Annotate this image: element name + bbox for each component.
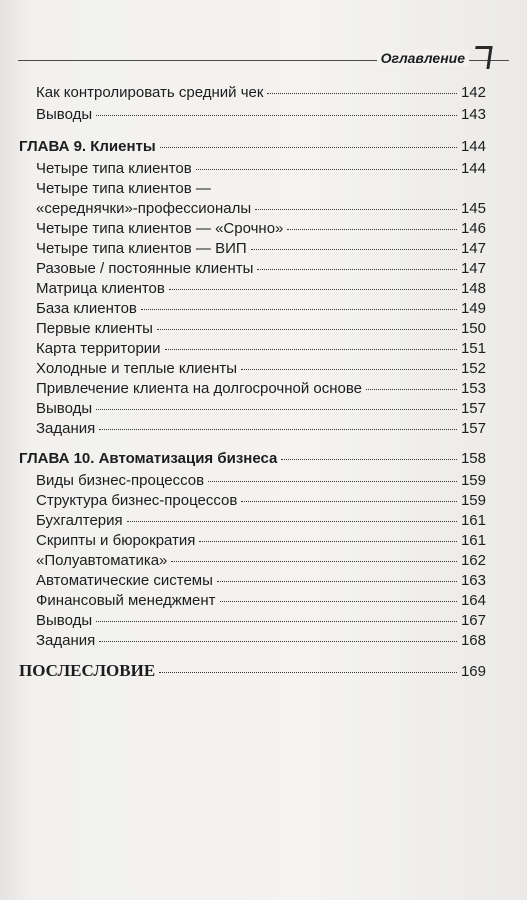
- toc-entry-page: 151: [460, 340, 486, 357]
- leader-dots: [257, 268, 457, 270]
- toc-afterword[interactable]: [19, 662, 486, 681]
- leader-dots: [99, 640, 457, 642]
- toc-afterword-page: 169: [460, 663, 486, 680]
- toc-entry-page: 167: [460, 612, 486, 629]
- toc-entry[interactable]: [36, 552, 486, 570]
- leader-dots: [96, 114, 457, 116]
- toc-entry-page: 142: [460, 84, 486, 101]
- leader-dots: [220, 600, 457, 602]
- toc-afterword-title: ПОСЛЕСЛОВИЕ: [19, 661, 156, 680]
- toc-entry-title: Финансовый менеджмент: [36, 592, 216, 609]
- toc-entry[interactable]: [36, 260, 486, 278]
- leader-dots: [208, 480, 457, 482]
- leader-dots: [171, 560, 457, 562]
- toc-entry-page: 161: [460, 532, 486, 549]
- leader-dots: [96, 620, 457, 622]
- leader-dots: [96, 408, 457, 410]
- toc-entry[interactable]: [36, 380, 486, 398]
- toc-entry-title: Задания: [36, 420, 96, 437]
- toc-entry[interactable]: [36, 420, 486, 438]
- toc-entry[interactable]: [36, 240, 486, 258]
- toc-entry[interactable]: [36, 340, 486, 358]
- toc-entry-page: 149: [460, 300, 486, 317]
- toc-entry-title-continued: «середнячки»-профессионалы: [36, 200, 252, 217]
- toc-entry-title: Четыре типа клиентов — ВИП: [36, 240, 247, 257]
- toc-entry[interactable]: [36, 84, 486, 102]
- toc-entry-title: Четыре типа клиентов —: [36, 180, 211, 197]
- toc-entry-page: 163: [460, 572, 486, 589]
- toc-entry-page: 164: [460, 592, 486, 609]
- toc-entry-title: Разовые / постоянные клиенты: [36, 260, 254, 277]
- toc-entry-title: Матрица клиентов: [36, 280, 165, 297]
- toc-entry[interactable]: [36, 572, 486, 590]
- toc-entry[interactable]: [36, 400, 486, 418]
- toc-entry[interactable]: [36, 160, 486, 178]
- leader-dots: [217, 580, 457, 582]
- toc-entry-title: Структура бизнес-процессов: [36, 492, 238, 509]
- toc-entry-title: Задания: [36, 632, 96, 649]
- toc-entry-page: 162: [460, 552, 486, 569]
- toc-entry[interactable]: [36, 512, 486, 530]
- toc-entry-page: 146: [460, 220, 486, 237]
- toc-entry[interactable]: [36, 360, 486, 378]
- toc-entry-title: Виды бизнес-процессов: [36, 472, 205, 489]
- toc-chapter-title: ГЛАВА 10. Автоматизация бизнеса: [19, 450, 278, 467]
- toc-entry-title: База клиентов: [36, 300, 137, 317]
- toc-entry[interactable]: [36, 472, 486, 490]
- leader-dots: [127, 520, 457, 522]
- leader-dots: [267, 92, 457, 94]
- toc-entry-page: 157: [460, 420, 486, 437]
- toc-chapter-9[interactable]: [19, 138, 486, 156]
- toc-entry-line1[interactable]: [36, 180, 486, 198]
- toc-entry[interactable]: [36, 492, 486, 510]
- toc-entry[interactable]: [36, 632, 486, 650]
- leader-dots: [281, 458, 457, 460]
- toc-entry-page: 159: [460, 472, 486, 489]
- toc-entry-line2[interactable]: [36, 200, 486, 218]
- toc-entry-title: Как контролировать средний чек: [36, 84, 264, 101]
- leader-dots: [169, 288, 457, 290]
- toc-entry-page: 145: [460, 200, 486, 217]
- leader-dots: [99, 428, 457, 430]
- leader-dots: [199, 540, 457, 542]
- toc-entry[interactable]: [36, 612, 486, 630]
- toc-entry-title: Привлечение клиента на долгосрочной основе: [36, 380, 363, 397]
- toc-chapter-10[interactable]: [19, 450, 486, 468]
- toc-entry-title: «Полуавтоматика»: [36, 552, 168, 569]
- leader-dots: [165, 348, 457, 350]
- toc-entry[interactable]: [36, 300, 486, 318]
- toc-entry[interactable]: [36, 592, 486, 610]
- toc-entry-page: 168: [460, 632, 486, 649]
- toc-entry-title: Автоматические системы: [36, 572, 213, 589]
- toc-entry-page: 147: [460, 260, 486, 277]
- toc-entry-page: 147: [460, 240, 486, 257]
- toc-entry-title: Карта территории: [36, 340, 161, 357]
- leader-dots: [241, 500, 457, 502]
- leader-dots: [366, 388, 457, 390]
- toc-entry[interactable]: [36, 280, 486, 298]
- toc-entry-title: Холодные и теплые клиенты: [36, 360, 238, 377]
- toc-entry-page: 152: [460, 360, 486, 377]
- leader-dots: [159, 671, 457, 673]
- leader-dots: [157, 328, 457, 330]
- toc-entry-page: 161: [460, 512, 486, 529]
- toc-entry-title: Четыре типа клиентов — «Срочно»: [36, 220, 284, 237]
- leader-dots: [196, 168, 457, 170]
- toc-entry-page: 144: [460, 160, 486, 177]
- toc-entry-title: Выводы: [36, 400, 93, 417]
- toc-entry-page: 159: [460, 492, 486, 509]
- toc-entry[interactable]: [36, 320, 486, 338]
- toc-entry-page: 157: [460, 400, 486, 417]
- leader-dots: [251, 248, 457, 250]
- toc-entry[interactable]: [36, 220, 486, 238]
- toc-entry-title: Выводы: [36, 612, 93, 629]
- toc-entry-page: 143: [460, 106, 486, 123]
- toc-entry-title: Первые клиенты: [36, 320, 153, 337]
- toc-entry-page: 153: [460, 380, 486, 397]
- leader-dots: [287, 228, 457, 230]
- toc-entry-title: Выводы: [36, 106, 93, 123]
- toc-chapter-page: 144: [460, 138, 486, 155]
- toc-entry-title: Четыре типа клиентов: [36, 160, 192, 177]
- leader-dots: [141, 308, 457, 310]
- toc-entry-title: Бухгалтерия: [36, 512, 123, 529]
- toc-entry-page: 150: [460, 320, 486, 337]
- toc-chapter-title: ГЛАВА 9. Клиенты: [19, 138, 156, 155]
- toc-chapter-page: 158: [460, 450, 486, 467]
- toc-entry-title: Скрипты и бюрократия: [36, 532, 196, 549]
- toc-entry-page: 148: [460, 280, 486, 297]
- leader-dots: [255, 208, 457, 210]
- toc-entry[interactable]: [36, 106, 486, 124]
- toc-entry[interactable]: [36, 532, 486, 550]
- page-header-title: Оглавление: [377, 50, 469, 66]
- leader-dots: [160, 146, 457, 148]
- leader-dots: [241, 368, 457, 370]
